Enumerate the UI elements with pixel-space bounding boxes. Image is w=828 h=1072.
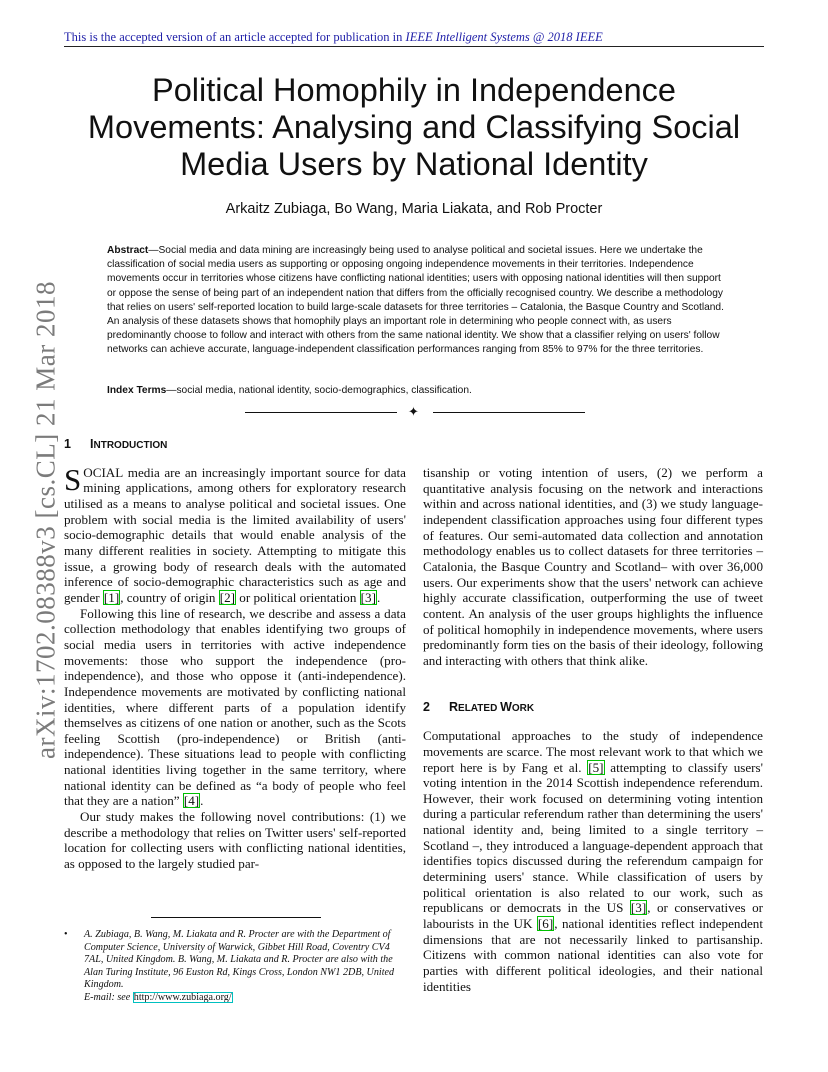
citation-link[interactable]: [3] xyxy=(360,589,376,605)
drop-cap: S xyxy=(64,461,82,497)
related-text: , or conservatives or labourists in the UK xyxy=(423,900,763,932)
section-title-initial: R xyxy=(449,699,459,714)
section-title-initial: I xyxy=(90,437,94,451)
index-terms xyxy=(107,385,729,396)
section-heading-related-work xyxy=(423,700,763,717)
footnote-text: A. Zubiaga, B. Wang, M. Liakata and R. Procter are with the Department of Computer Science, University of Warwick, Gibbet Hill Road, Coventry CV4 7AL, United Kingdom. B. Wang, M. Liakata and R. Procter are also with the Alan Turing Institute, 96 Euston Rd, Kings Cross, London NW1 2DB, United Kingdom. xyxy=(84,929,395,991)
intro-paragraph-2 xyxy=(64,606,406,810)
intro-paragraph-1 xyxy=(64,461,406,606)
title-line-1: Political Homophily in Independence xyxy=(152,72,676,108)
citation-link[interactable]: [2] xyxy=(219,589,236,605)
section-number: 1 xyxy=(64,437,71,451)
footnote-text-block xyxy=(84,929,406,1005)
related-work-paragraph xyxy=(423,728,763,994)
intro-paragraph-3 xyxy=(64,809,406,872)
abstract-label: Abstract xyxy=(107,245,149,256)
citation-link[interactable]: [5] xyxy=(588,759,604,775)
divider-ornament-icon: ✦ xyxy=(408,404,419,419)
index-terms-label: Index Terms xyxy=(107,385,167,396)
intro-paragraph-3-continued xyxy=(423,465,763,669)
abstract-text: —Social media and data mining are increasingly being used to analyse political and societal issues. Here we undertake the classification of social media users as supporting or opposing ongoing independence movements in their territories. Independence movements occur in territories whose citizens have conflicting national identities; users with opposing national identities will then support or oppose the sense of being part of an independent nation that differs from the officially recognised country. We describe a methodology that relies on users' self-reported location to build large-scale datasets for three territories – Catalonia, the Basque Country and Scotland. An analysis of these datasets shows that homophily plays an important role in determining who people connect with, as users predominantly choose to follow and interact with others from the same national identity. We show that a classifier relying on users' follow networks can achieve accurate, language-independent classification performances ranging from 85% to 97% for the three territories. xyxy=(107,245,724,356)
footnote-rule xyxy=(151,917,321,918)
intro-text: . xyxy=(376,589,381,605)
title-line-3: Media Users by National Identity xyxy=(180,146,648,182)
section-heading-introduction xyxy=(64,437,406,454)
author-list: Arkaitz Zubiaga, Bo Wang, Maria Liakata, and Rob Procter xyxy=(225,201,603,217)
abstract xyxy=(107,244,729,358)
arxiv-id: arXiv:1702.08388v3 [cs.CL] 21 Mar 2018 xyxy=(30,281,61,759)
publication-note xyxy=(64,30,764,45)
section-title-initial: W xyxy=(500,699,512,714)
citation-link[interactable]: [1] xyxy=(103,589,120,605)
citation-link[interactable]: [6] xyxy=(537,916,554,932)
section-divider xyxy=(245,405,585,419)
divider-line-right xyxy=(433,412,585,413)
paper-title xyxy=(64,72,764,183)
citation-link[interactable]: [3] xyxy=(630,900,647,916)
publication-note-text: This is the accepted version of an article accepted for publication in xyxy=(64,30,403,44)
section-number: 2 xyxy=(423,699,430,714)
header-rule xyxy=(64,46,764,47)
intro-text: or political orientation xyxy=(236,589,360,605)
index-terms-text: —social media, national identity, socio-demographics, classification. xyxy=(166,385,472,396)
footnote-bullet-icon: • xyxy=(64,929,68,940)
footnote-email-label: E-mail: see xyxy=(84,991,133,1003)
section-title-rest: NTRODUCTION xyxy=(93,440,168,451)
related-text: , national identities reflect independent dimensions that are not necessarily linked to partisanship. Citizens with common national identities can also vote for parties with different political ideologies, and their national identities xyxy=(423,916,763,994)
intro-text: media are an increasingly important source for data mining applications, among others for exploratory research utilised as a means to analyse political and societal issues. One problem with social media is the limited availability of users' socio-demographic details that would enable analysis of the many different realities in society. Attempting to mitigate this issue, a growing body of research deals with the automated inference of socio-demographic characteristics such as age and gender xyxy=(64,464,406,605)
title-line-2: Movements: Analysing and Classifying Social xyxy=(87,109,741,145)
related-text: attempting to classify users' voting intention in the 2014 Scottish independence referendum. However, their work focused on determining voting intention during a particular referendum rather than determining the users' national identity and, being limited to a single territory – Scotland –, they introduced a language-dependent approach that identifies topics discussed during the referendum campaign for determining users' stance. While classification of users by political orientation is also related to our work, such as republicans or democrats in the US xyxy=(423,759,763,916)
intro-text-part-2: tisanship or voting intention of users, (2) we perform a quantitative analysis focusing on the network and interactions within and across national identities, and (3) we study language-independent classification approaches using four different types of features. Our semi-automated data collection and annotation methodology enables us to collect datasets for three territories –Catalonia, the Basque Country and Scotland– with over 36,000 users. Our experiments show that the users' network can achieve highly accurate classification, outperforming the use of tweet content. An analysis of the user groups highlights the influence of political homophily in independence movements, where users predominantly form ties on the basis of their ideology, following and interacting with others that think alike. xyxy=(423,465,763,668)
left-column xyxy=(64,437,406,872)
citation-link[interactable]: [4] xyxy=(183,793,200,809)
divider-line-left xyxy=(245,412,397,413)
intro-text: , country of origin xyxy=(120,589,219,605)
intro-text-part-1: Our study makes the following novel contributions: (1) we describe a methodology that relies on Twitter users' self-reported location for collecting users with conflicting national identities, as opposed to the largely studied par- xyxy=(64,809,406,872)
section-title-rest: ORK xyxy=(511,702,535,714)
section-title-rest: ELATED xyxy=(458,702,501,714)
small-caps-lead: OCIAL xyxy=(83,464,124,480)
right-column xyxy=(423,465,763,994)
publication-venue: IEEE Intelligent Systems @ 2018 IEEE xyxy=(405,30,603,44)
intro-text: Following this line of research, we describe and assess a data collection methodology that enables identifying two groups of social media users in territories with active independence movements: those who support the independence (pro-independence), and those who oppose it (anti-independence). Independence movements are motivated by conflicting national identities, where different parts of a population identify themselves as citizens of one nation or another, such as the Scots feeling Scottish (pro-independence) or British (anti-independence). These situations lead to people with conflicting national identities living together in the same territory, where national identity can be defined as “a body of people who feel that they are a nation” xyxy=(64,605,406,809)
related-text: Computational approaches to the study of independence movements are scarce. The most relevant work to that which we report here is by Fang et al. xyxy=(423,728,763,775)
intro-text: . xyxy=(200,793,204,809)
author-website-link[interactable]: http://www.zubiaga.org/ xyxy=(133,991,232,1003)
